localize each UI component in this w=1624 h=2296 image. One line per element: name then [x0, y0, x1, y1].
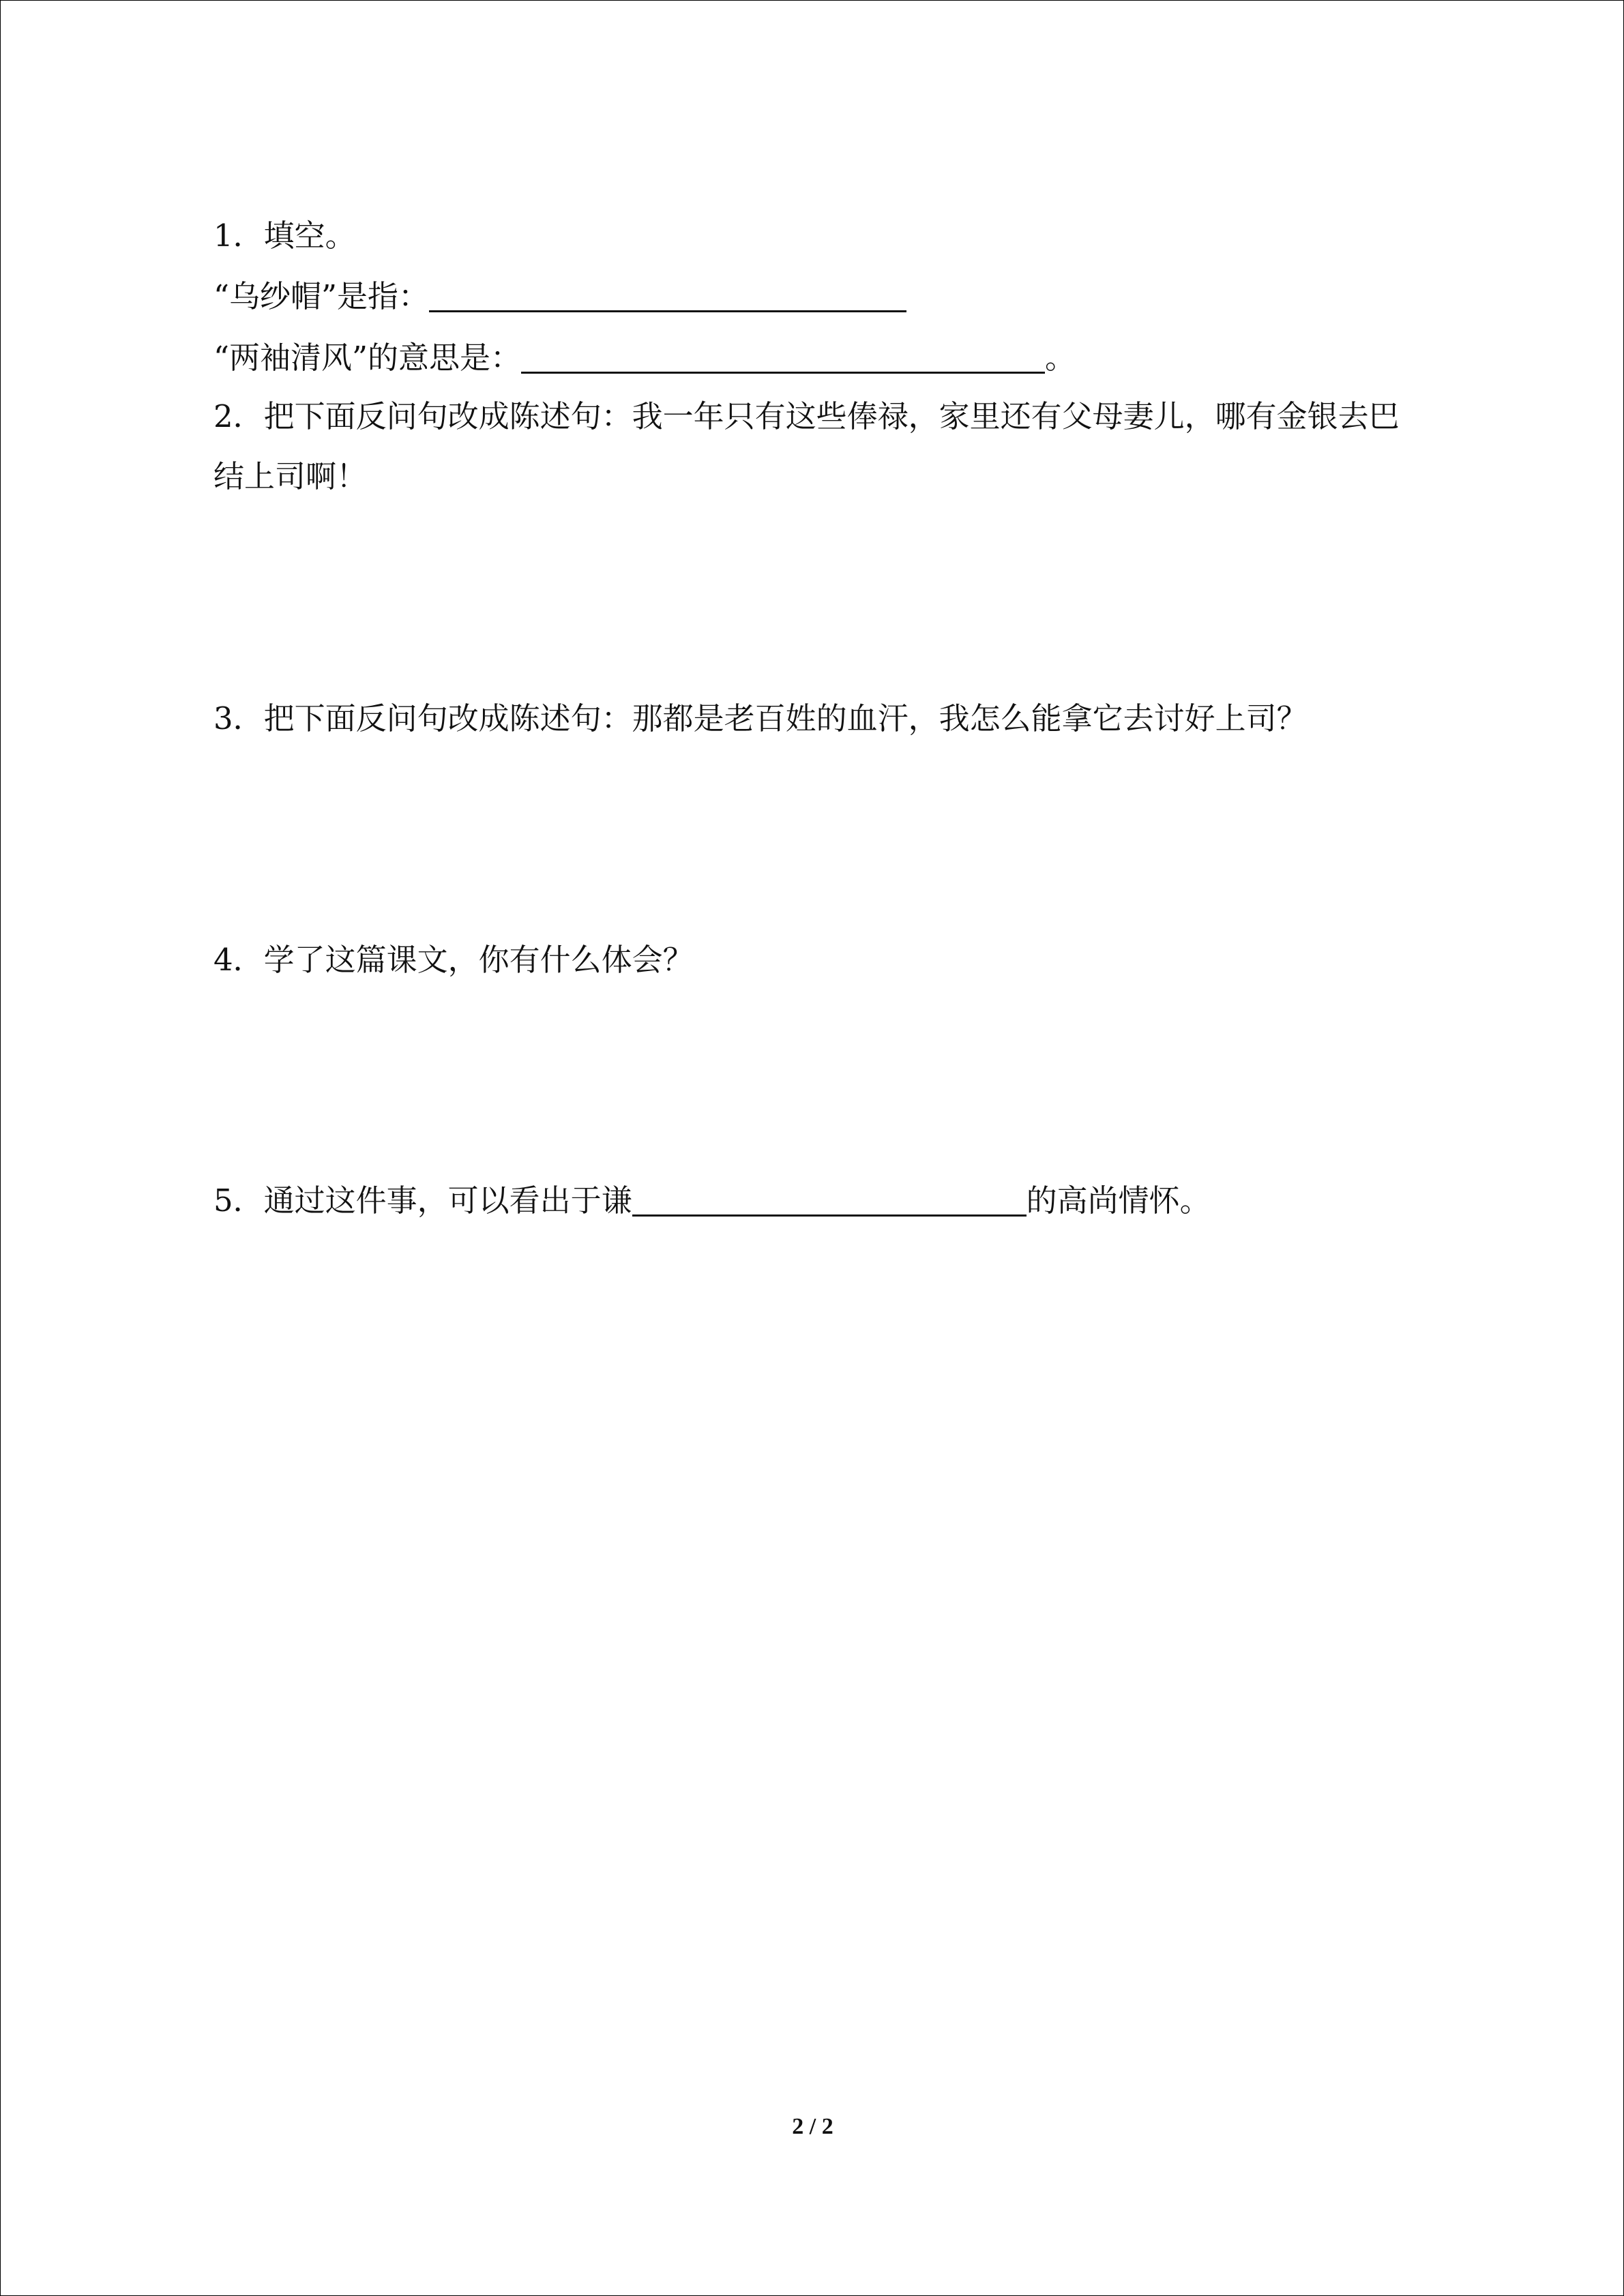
- question-1-line-b: [213, 338, 1076, 378]
- question-1-answer-blank-b[interactable]: [521, 342, 1045, 374]
- question-2-line-2: [213, 456, 367, 497]
- question-3: [213, 698, 1308, 739]
- question-1-heading: [213, 215, 356, 256]
- question-1-line-b-suffix: 。: [1045, 340, 1076, 376]
- question-4: [213, 940, 694, 981]
- question-5-answer-blank[interactable]: [632, 1184, 1027, 1217]
- question-1-number: 1．: [213, 218, 264, 254]
- question-1-line-a: [213, 276, 906, 317]
- question-5: [213, 1180, 1211, 1221]
- question-2-text-line-1: 把下面反问句改成陈述句：我一年只有这些俸禄，家里还有父母妻儿，哪有金银去巴: [263, 398, 1400, 434]
- question-5-prefix: 通过这件事，可以看出于谦: [263, 1182, 632, 1219]
- question-3-number: 3．: [213, 700, 264, 736]
- question-1-line-b-prefix: “两袖清风”的意思是：: [213, 340, 522, 376]
- question-4-number: 4．: [213, 942, 264, 978]
- question-1-line-a-prefix: “乌纱帽”是指：: [213, 278, 430, 314]
- question-1-answer-blank-a[interactable]: [429, 280, 906, 312]
- question-2-number: 2．: [213, 398, 264, 434]
- question-2-text-line-2: 结上司啊！: [213, 458, 368, 494]
- question-2-line-1: [213, 396, 1400, 437]
- question-1-text: 填空。: [263, 218, 356, 254]
- question-3-text: 把下面反问句改成陈述句：那都是老百姓的血汗，我怎么能拿它去讨好上司？: [263, 700, 1308, 736]
- question-5-suffix: 的高尚情怀。: [1026, 1182, 1211, 1219]
- page-number-footer: 2 / 2: [792, 2114, 833, 2139]
- question-4-text: 学了这篇课文，你有什么体会？: [263, 942, 694, 978]
- question-5-number: 5．: [213, 1182, 264, 1219]
